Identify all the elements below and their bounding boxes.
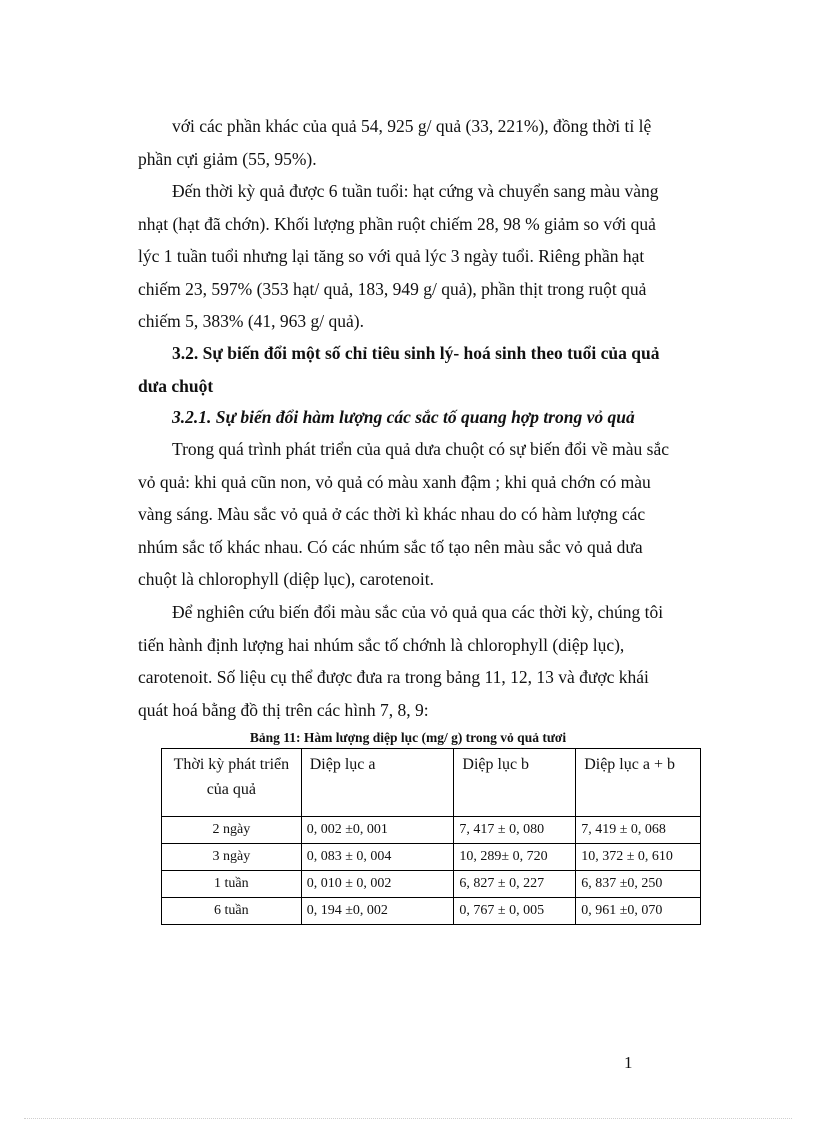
cell-value: 7, 417 ± 0, 080 <box>454 817 576 844</box>
table-row <box>162 898 701 925</box>
paragraph-line: Để nghiên cứu biến đổi màu sắc của vỏ quả qua các thời kỳ, chúng tôi <box>172 602 664 622</box>
cell-value: 0, 767 ± 0, 005 <box>454 898 576 925</box>
paragraph-research-method <box>138 596 728 726</box>
paragraph-line: quát hoá bằng đồ thị trên các hình 7, 8, 9: <box>138 699 429 720</box>
paragraph-line: với các phần khác của quả 54, 925 g/ quả (33, 221%), đồng thời tỉ lệ <box>172 116 652 136</box>
header-period: Thời kỳ phát triển của quả <box>162 749 302 817</box>
paragraph-line: carotenoit. Số liệu cụ thể được đưa ra trong bảng 11, 12, 13 và được khái <box>138 667 649 687</box>
cell-period: 6 tuần <box>162 898 302 925</box>
paragraph-line: chiếm 5, 383% (41, 963 g/ quả). <box>138 311 364 331</box>
cell-period: 2 ngày <box>162 817 302 844</box>
paragraph-line: phần cựi giảm (55, 95%). <box>138 148 317 169</box>
cell-value: 0, 194 ±0, 002 <box>301 898 454 925</box>
table-caption: Bảng 11: Hàm lượng diệp lục (mg/ g) trong vỏ quả tươi <box>249 730 567 745</box>
cell-value: 0, 010 ± 0, 002 <box>301 871 454 898</box>
paragraph-line: Trong quá trình phát triển của quả dưa chuột có sự biến đổi về màu sắc <box>172 439 670 459</box>
cell-value: 0, 083 ± 0, 004 <box>301 844 454 871</box>
header-chlorophyll-a: Diệp lục a <box>301 749 454 817</box>
section-heading <box>138 337 728 402</box>
paragraph-line: vàng sáng. Màu sắc vỏ quả ở các thời kì khác nhau do có hàm lượng các <box>138 504 646 524</box>
cell-value: 0, 002 ±0, 001 <box>301 817 454 844</box>
page-bottom-divider <box>24 1118 792 1119</box>
subsection-heading-text: 3.2.1. Sự biến đổi hàm lượng các sắc tố quang hợp trong vỏ quả <box>172 407 635 427</box>
section-heading-line: dưa chuột <box>138 375 214 396</box>
paragraph-line: nhạt (hạt đã chớn). Khối lượng phần ruột chiếm 28, 98 % giảm so với quả <box>138 213 656 234</box>
paragraph-line: Đến thời kỳ quả được 6 tuần tuổi: hạt cứng và chuyển sang màu vàng <box>172 181 659 201</box>
header-chlorophyll-ab: Diệp lục a + b <box>576 749 701 817</box>
header-chlorophyll-b: Diệp lục b <box>454 749 576 817</box>
cell-value: 10, 372 ± 0, 610 <box>576 844 701 871</box>
section-heading-line: 3.2. Sự biến đổi một số chỉ tiêu sinh lý- hoá sinh theo tuổi của quả <box>172 343 660 363</box>
paragraph-line: nhúm sắc tố khác nhau. Có các nhúm sắc tố tạo nên màu sắc vỏ quả dưa <box>138 536 643 557</box>
table-row <box>162 871 701 898</box>
paragraph-line: tiến hành định lượng hai nhúm sắc tố chớnh là chlorophyll (diệp lục), <box>138 634 625 655</box>
cell-value: 6, 837 ±0, 250 <box>576 871 701 898</box>
cell-value: 0, 961 ±0, 070 <box>576 898 701 925</box>
cell-value: 10, 289± 0, 720 <box>454 844 576 871</box>
paragraph-line: chuột là chlorophyll (diệp lục), carotenoit. <box>138 569 434 589</box>
paragraph-line: chiếm 23, 597% (353 hạt/ quả, 183, 949 g/ quả), phần thịt trong ruột quả <box>138 278 647 299</box>
paragraph-line: vỏ quả: khi quả cũn non, vỏ quả có màu xanh đậm ; khi quả chớn có màu <box>138 471 651 492</box>
paragraph-line: lýc 1 tuần tuổi nhưng lại tăng so với quả lýc 3 ngày tuổi. Riêng phần hạt <box>138 246 645 266</box>
paragraph-six-weeks <box>138 175 728 338</box>
table-row <box>162 817 701 844</box>
paragraph-color-change <box>138 433 728 596</box>
cell-period: 3 ngày <box>162 844 302 871</box>
chlorophyll-table <box>161 748 701 925</box>
cell-value: 7, 419 ± 0, 068 <box>576 817 701 844</box>
cell-period: 1 tuần <box>162 871 302 898</box>
page-number: 1 <box>624 1053 633 1072</box>
cell-value: 6, 827 ± 0, 227 <box>454 871 576 898</box>
table-row <box>162 844 701 871</box>
paragraph-continuation <box>138 110 728 175</box>
subsection-heading <box>138 401 728 434</box>
table-header-row <box>162 749 701 817</box>
